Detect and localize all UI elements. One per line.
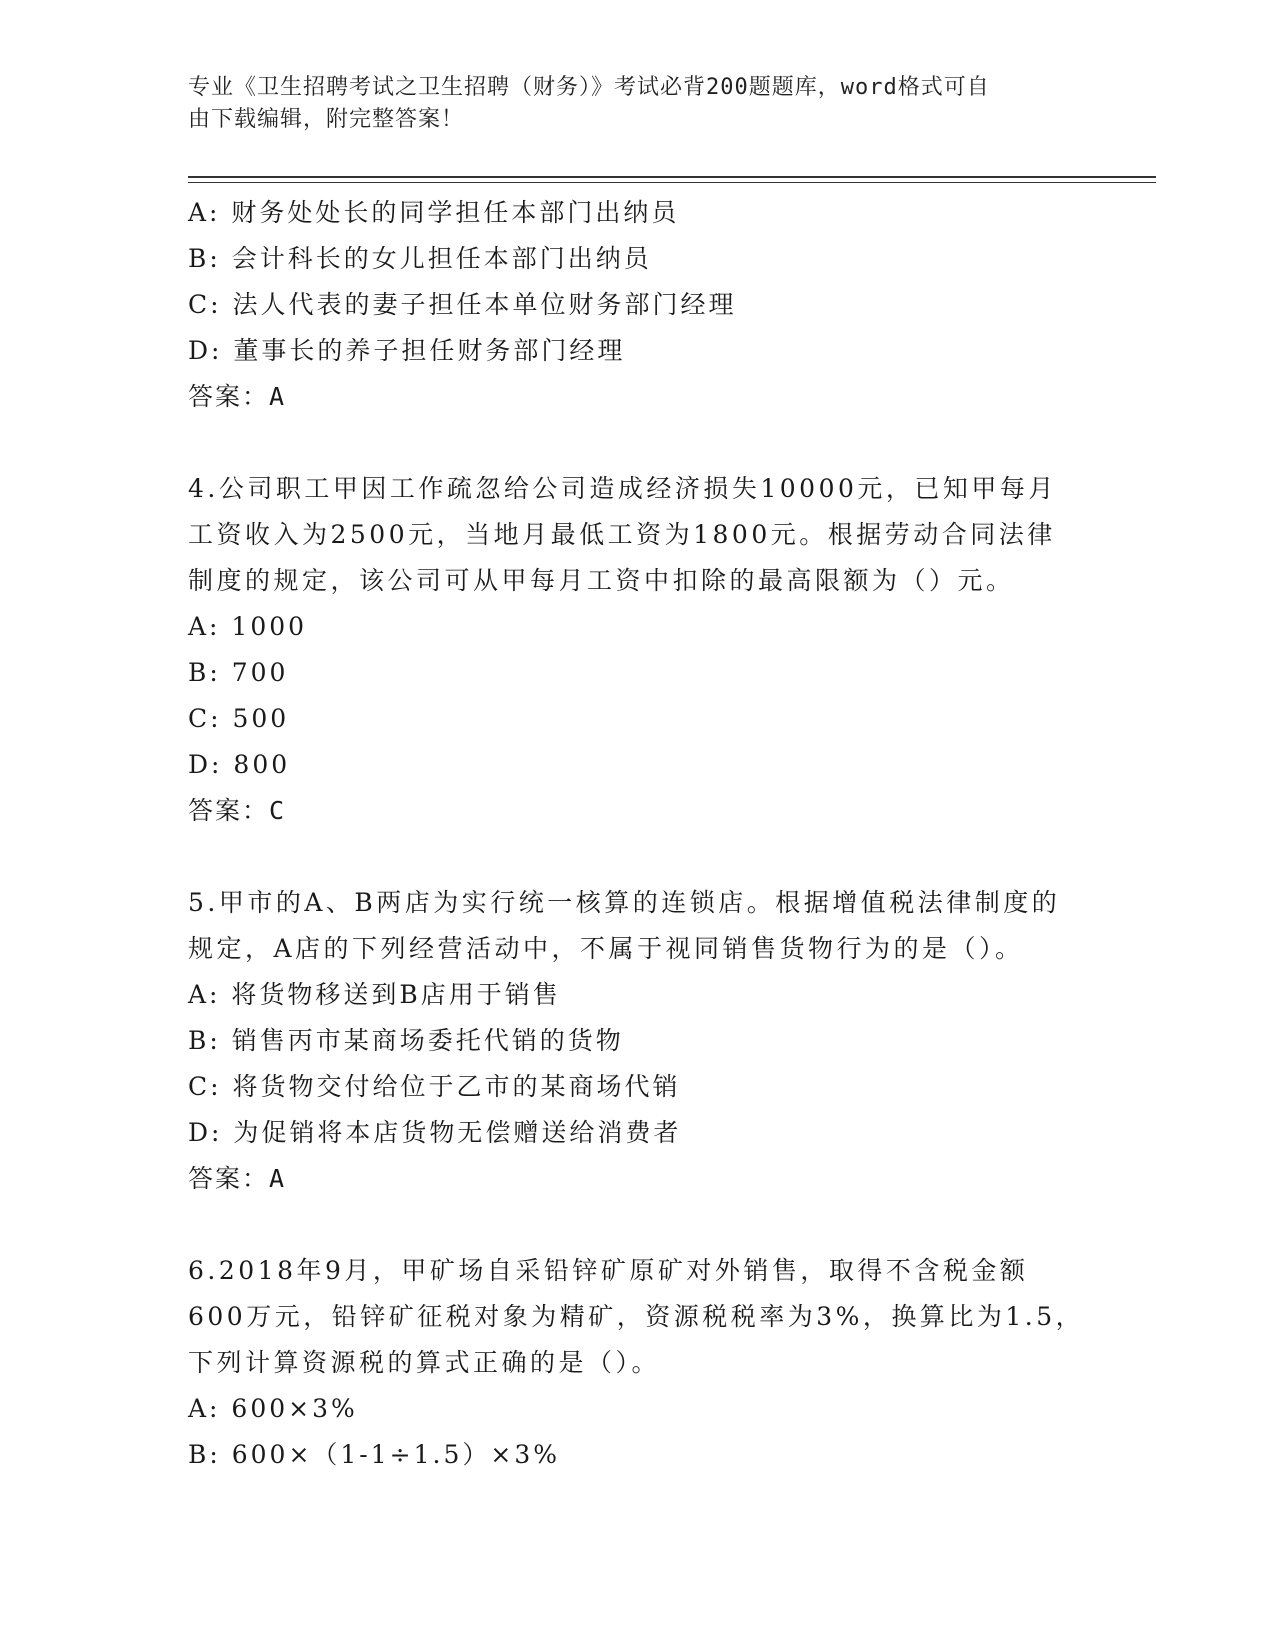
question-6-options — [188, 1386, 1088, 1478]
option-b: B: 销售丙市某商场委托代销的货物 — [188, 1026, 624, 1055]
question-content — [188, 190, 1088, 1478]
question-5-text — [188, 880, 1088, 972]
header-line-2: 由下载编辑，附完整答案！ — [188, 107, 465, 132]
option-a: A: 1000 — [188, 612, 308, 641]
question-line: 4.公司职工甲因工作疏忽给公司造成经济损失10000元，已知甲每月 — [188, 474, 1057, 503]
question-5-options — [188, 972, 1088, 1156]
option-c: C: 500 — [188, 704, 290, 733]
option-a: A: 将货物移送到B店用于销售 — [188, 980, 561, 1009]
header-line-1: 专业《卫生招聘考试之卫生招聘（财务）》考试必背200题题库，word格式可自 — [188, 75, 990, 100]
question-line: 制度的规定，该公司可从甲每月工资中扣除的最高限额为（）元。 — [188, 566, 1015, 595]
option-c: C: 法人代表的妻子担任本单位财务部门经理 — [188, 290, 737, 319]
question-4-answer: 答案：C — [188, 796, 287, 825]
question-3-answer: 答案：A — [188, 382, 287, 411]
option-d: D: 为促销将本店货物无偿赠送给消费者 — [188, 1118, 682, 1147]
option-b: B: 会计科长的女儿担任本部门出纳员 — [188, 244, 652, 273]
option-d: D: 800 — [188, 750, 291, 779]
question-line: 规定，A店的下列经营活动中，不属于视同销售货物行为的是（）。 — [188, 934, 1024, 963]
question-line: 下列计算资源税的算式正确的是（）。 — [188, 1348, 661, 1377]
option-c: C: 将货物交付给位于乙市的某商场代销 — [188, 1072, 681, 1101]
option-a: A: 财务处处长的同学担任本部门出纳员 — [188, 198, 680, 227]
question-line: 工资收入为2500元，当地月最低工资为1800元。根据劳动合同法律 — [188, 520, 1056, 549]
question-3-options — [188, 190, 1088, 374]
option-b: B: 600×（1-1÷1.5）×3% — [188, 1440, 560, 1469]
option-a: A: 600×3% — [188, 1394, 358, 1423]
question-4-text — [188, 466, 1088, 604]
question-5-answer: 答案：A — [188, 1164, 287, 1193]
question-line: 6.2018年9月，甲矿场自采铅锌矿原矿对外销售，取得不含税金额 — [188, 1256, 1029, 1285]
option-d: D: 董事长的养子担任财务部门经理 — [188, 336, 626, 365]
header-divider-thick — [188, 176, 1156, 178]
header-divider-thin — [188, 182, 1156, 183]
question-line: 5.甲市的A、B两店为实行统一核算的连锁店。根据增值税法律制度的 — [188, 888, 1061, 917]
option-b: B: 700 — [188, 658, 289, 687]
document-header — [188, 72, 1068, 136]
question-6-text — [188, 1248, 1088, 1386]
question-line: 600万元，铅锌矿征税对象为精矿，资源税税率为3%，换算比为1.5， — [188, 1302, 1085, 1331]
question-4-options — [188, 604, 1088, 788]
